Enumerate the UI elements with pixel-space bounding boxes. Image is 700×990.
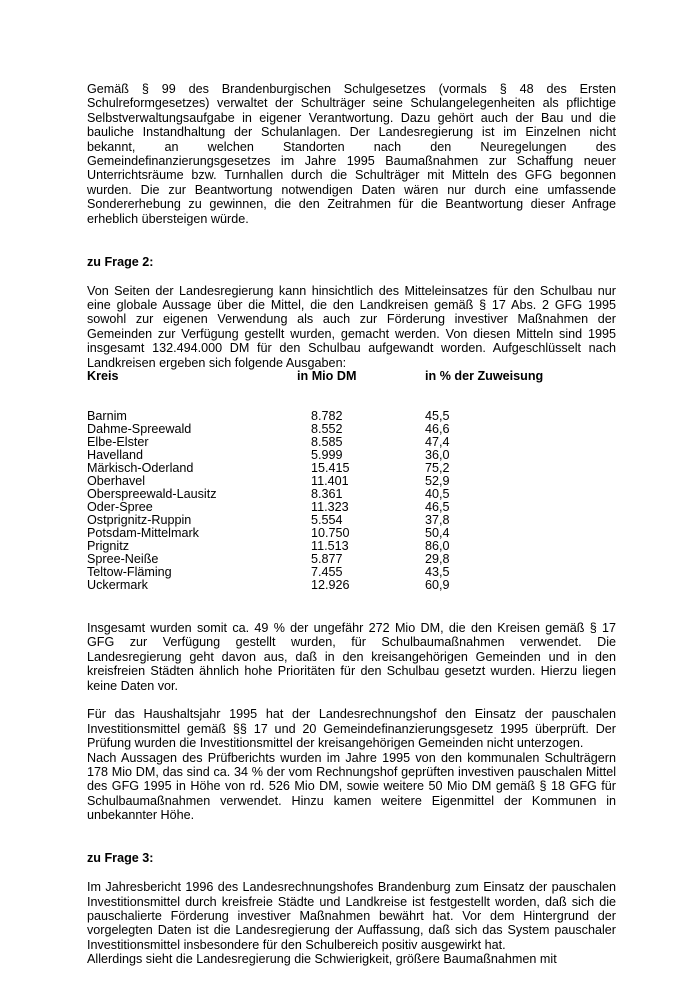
- prozent-cell: 45,5: [425, 409, 450, 424]
- prozent-cell: 36,0: [425, 448, 450, 463]
- frage3-paragraph-2: Allerdings sieht die Landesregierung die Schwierigkeit, größere Baumaßnahmen mit: [87, 952, 557, 967]
- kreis-table: [87, 370, 557, 592]
- kreis-cell: Dahme-Spreewald: [87, 422, 192, 437]
- mio-dm-cell: 15.415: [311, 461, 350, 476]
- kreis-cell: Ostprignitz-Ruppin: [87, 513, 192, 528]
- mio-dm-cell: 5.877: [311, 552, 343, 567]
- kreis-cell: Barnim: [87, 409, 127, 424]
- mio-dm-cell: 11.401: [311, 474, 349, 489]
- mio-dm-cell: 8.552: [311, 422, 343, 437]
- prozent-cell: 46,6: [425, 422, 450, 437]
- mio-dm-cell: 8.782: [311, 409, 343, 424]
- table-row: [87, 579, 557, 592]
- mio-dm-cell: 11.323: [311, 500, 349, 515]
- document-page: [87, 82, 616, 967]
- kreis-cell: Spree-Neiße: [87, 552, 159, 567]
- frage3-heading: zu Frage 3:: [87, 851, 154, 866]
- table-header-mio: in Mio DM: [297, 369, 357, 384]
- prozent-cell: 50,4: [425, 526, 450, 541]
- kreis-cell: Märkisch-Oderland: [87, 461, 194, 476]
- prozent-cell: 46,5: [425, 500, 450, 515]
- intro-paragraph: Gemäß § 99 des Brandenburgischen Schulgesetzes (vormals § 48 des Ersten Schulreformgesetzes) verwaltet der Schulträger seine Schulangelegenheiten als pflichtige Selbstverwaltungsaufgabe in eigener Verantwortung. Dazu gehört auch der Bau und die bauliche Instandhaltung der Schulanlagen. Der Landesregierung ist im Einzelnen nicht bekannt, an welchen Standorten nach den Neuregelungen des Gemeindefinanzierungsgesetzes im Jahre 1995 Baumaßnahmen zur Schaffung neuer Unterrichtsräume bzw. Turnhallen durch die Schulträger mit Mitteln des GFG begonnen wurden. Die zur Beantwortung notwendigen Daten wären nur durch eine umfassende Sondererhebung zu gewinnen, die den Zeitrahmen für die Beantwortung dieser Anfrage erheblich übersteigen würde.: [87, 82, 616, 226]
- prozent-cell: 37,8: [425, 513, 450, 528]
- kreis-cell: Oberhavel: [87, 474, 146, 489]
- frage2-heading: zu Frage 2:: [87, 254, 154, 269]
- mio-dm-cell: 7.455: [311, 565, 343, 580]
- kreis-cell: Potsdam-Mittelmark: [87, 526, 199, 541]
- mio-dm-cell: 8.361: [311, 487, 343, 502]
- after-table-paragraph: Insgesamt wurden somit ca. 49 % der ungefähr 272 Mio DM, die den Kreisen gemäß § 17 GFG zur Verfügung gestellt wurden, für Schulbaumaßnahmen verwendet. Die Landesregierung geht davon aus, daß in den kreisangehörigen Gemeinden und in den kreisfreien Städten ähnlich hohe Prioritäten für den Schulbau gesetzt wurden. Hierzu liegen keine Daten vor.: [87, 620, 616, 693]
- kreis-cell: Uckermark: [87, 578, 148, 593]
- kreis-cell: Prignitz: [87, 539, 129, 554]
- frage2-intro: Von Seiten der Landesregierung kann hinsichtlich des Mitteleinsatzes für den Schulbau nur eine globale Aussage über die Mittel, die den Landkreisen gemäß § 17 Abs. 2 GFG 1995 sowohl zur eigenen Verwendung als auch zur Förderung investiver Maßnahmen der Gemeinden zur Verfügung gestellt wurden, gemacht werden. Von diesen Mitteln sind 1995 insgesamt 132.494.000 DM für den Schulbau aufgewandt worden. Aufgeschlüsselt nach Landkreisen ergeben sich folgende Ausgaben:: [87, 283, 616, 370]
- prozent-cell: 52,9: [425, 474, 450, 489]
- prozent-cell: 60,9: [425, 578, 450, 593]
- mio-dm-cell: 12.926: [311, 578, 350, 593]
- kreis-cell: Elbe-Elster: [87, 435, 149, 450]
- kreis-cell: Teltow-Fläming: [87, 565, 172, 580]
- prozent-cell: 29,8: [425, 552, 450, 567]
- kreis-cell: Oberspreewald-Lausitz: [87, 487, 217, 502]
- frage3-paragraph-1: Im Jahresbericht 1996 des Landesrechnungshofes Brandenburg zum Einsatz der pauschalen Investitionsmittel durch kreisfreie Städte und Landkreise ist festgestellt worden, daß sich die pauschalierte Förderung investiver Maßnahmen bewährt hat. Vor dem Hintergrund der vorgelegten Daten ist die Landesregierung der Auffassung, daß sich das System pauschaler Investitionsmittel insbesondere für den Schulbereich positiv ausgewirkt hat.: [87, 880, 616, 952]
- mio-dm-cell: 5.554: [311, 513, 343, 528]
- mio-dm-cell: 5.999: [311, 448, 343, 463]
- kreis-cell: Oder-Spree: [87, 500, 153, 515]
- table-header-prozent: in % der Zuweisung: [425, 369, 544, 384]
- kreis-cell: Havelland: [87, 448, 144, 463]
- mio-dm-cell: 8.585: [311, 435, 343, 450]
- kreis-table-body: [87, 410, 557, 592]
- table-header-kreis: Kreis: [87, 369, 119, 384]
- prozent-cell: 47,4: [425, 435, 450, 450]
- prozent-cell: 75,2: [425, 461, 450, 476]
- prozent-cell: 86,0: [425, 539, 450, 554]
- prozent-cell: 43,5: [425, 565, 450, 580]
- haushalt-paragraph-2: Nach Aussagen des Prüfberichts wurden im Jahre 1995 von den kommunalen Schulträgern 178 Mio DM, das sind ca. 34 % der vom Rechnungshof geprüften investiven pauschalen Mittel des GFG 1995 in Höhe von rd. 526 Mio DM, sowie weitere 50 Mio DM gemäß § 18 GFG für Schulbaumaßnahmen verwendet. Hinzu kamen weitere Eigenmittel der Kommunen in unbekannter Höhe.: [87, 750, 616, 823]
- prozent-cell: 40,5: [425, 487, 450, 502]
- mio-dm-cell: 10.750: [311, 526, 350, 541]
- haushalt-paragraph-1: Für das Haushaltsjahr 1995 hat der Landesrechnungshof den Einsatz der pauschalen Investitionsmittel gemäß §§ 17 und 20 Gemeindefinanzierungsgesetz 1995 überprüft. Der Prüfung wurden die Investitionsmittel der kreisangehörigen Gemeinden nicht unterzogen.: [87, 707, 616, 751]
- mio-dm-cell: 11.513: [311, 539, 349, 554]
